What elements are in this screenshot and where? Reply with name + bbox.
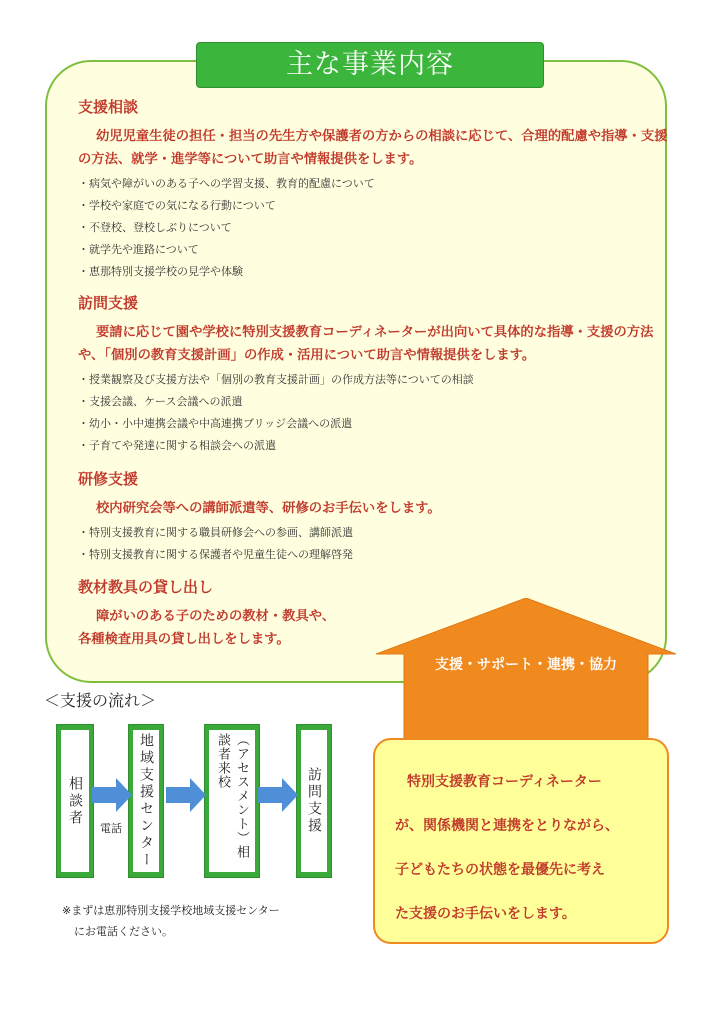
- coordinator-line: が、関係機関と連携をとりながら、: [395, 818, 619, 834]
- list-item: ・授業観察及び支援方法や「個別の教育支援計画」の作成方法等についての相談: [78, 373, 474, 386]
- flow-note: [62, 900, 280, 942]
- flow-step-label: （アセスメント）相談者来校: [215, 733, 249, 859]
- list-item: ・特別支援教育に関する保護者や児童生徒への理解啓発: [78, 548, 353, 561]
- coordinator-box: [373, 738, 669, 944]
- coordinator-line: 子どもたちの状態を最優先に考え: [395, 862, 605, 878]
- list-item: ・学校や家庭での気になる行動について: [78, 199, 276, 212]
- flow-step-label: 地域支援センター: [138, 733, 154, 869]
- list-item: ・病気や障がいのある子への学習支援、教育的配慮について: [78, 177, 375, 190]
- flow-step-label: 相談者: [67, 775, 83, 827]
- bullet-list: [78, 369, 668, 457]
- flow-arrow-icon: [258, 778, 298, 812]
- flow-step-visit-support: [296, 724, 332, 878]
- list-item: ・子育てや発達に関する相談会への派遣: [78, 439, 276, 452]
- section-training-support: [78, 468, 668, 566]
- list-item: ・就学先や進路について: [78, 243, 199, 256]
- note-line: ※まずは恵那特別支援学校地域支援センター: [62, 904, 280, 917]
- list-item: ・支援会議、ケース会議への派遣: [78, 395, 243, 408]
- section-support-consultation: [78, 96, 668, 283]
- flow-step-regional-center: [128, 724, 164, 878]
- section-visit-support: [78, 292, 668, 457]
- list-item: ・幼小・小中連携会議や中高連携ブリッジ会議への派遣: [78, 417, 353, 430]
- section-heading: 研修支援: [78, 470, 139, 488]
- section-body: 校内研究会等への講師派遣等、研修のお手伝いをします。: [96, 501, 441, 516]
- page-title: 主な事業内容: [196, 42, 544, 88]
- section-heading: 教材教具の貸し出し: [78, 578, 214, 596]
- list-item: ・特別支援教育に関する職員研修会への参画、講師派遣: [78, 526, 353, 539]
- section-body: 要請に応じて園や学校に特別支援教育コーディネーターが出向いて具体的な指導・支援の方法や、「個別の教育支援計画」の作成・活用について助言や情報提供をします。: [78, 325, 654, 363]
- list-item: ・恵那特別支援学校の見学や体験: [78, 265, 243, 278]
- section-body: 幼児児童生徒の担任・担当の先生方や保護者の方からの相談に応じて、合理的配慮や指導・支援の方法、就学・進学等について助言や情報提供をします。: [78, 129, 668, 167]
- flow-arrow-icon: [166, 778, 206, 812]
- flow-step-assessment: [204, 724, 260, 878]
- flow-step-consultant: [56, 724, 94, 878]
- flow-title: ＜支援の流れ＞: [44, 691, 157, 710]
- coordinator-line: 特別支援教育コーディネーター: [407, 774, 602, 790]
- flow-edge-label: 電話: [100, 822, 122, 835]
- section-heading: 支援相談: [78, 98, 139, 116]
- bullet-list: [78, 173, 668, 283]
- bullet-list: [78, 522, 668, 566]
- body-line: 各種検査用具の貸し出しをします。: [78, 632, 290, 647]
- support-arrow-label: 支援・サポート・連携・協力: [435, 657, 617, 673]
- flow-step-label: 訪問支援: [306, 767, 322, 835]
- flow-arrow-icon: [92, 778, 132, 812]
- list-item: ・不登校、登校しぶりについて: [78, 221, 232, 234]
- coordinator-line: た支援のお手伝いをします。: [395, 906, 576, 922]
- section-heading: 訪問支援: [78, 294, 139, 312]
- note-line: にお電話ください。: [74, 925, 173, 938]
- body-line: 障がいのある子のための教材・教具や、: [96, 609, 336, 624]
